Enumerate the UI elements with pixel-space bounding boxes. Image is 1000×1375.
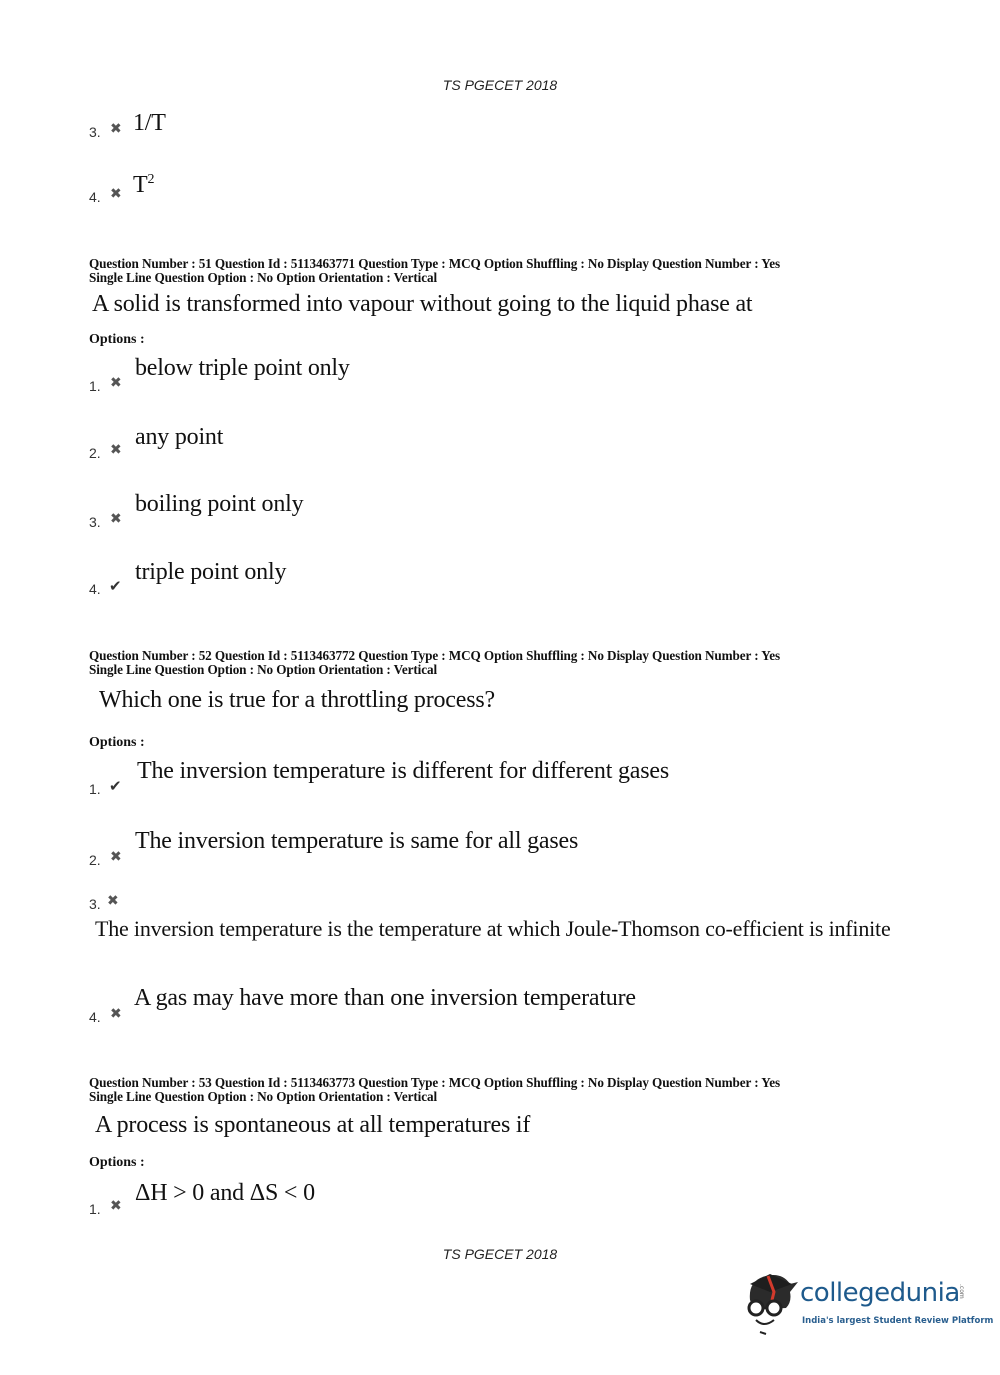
option-number: 4. [89, 581, 101, 597]
logo-wordmark: collegedunia [800, 1278, 960, 1308]
option-number: 3. [89, 896, 101, 912]
option-text: A gas may have more than one inversion temperature [134, 985, 636, 1011]
option-text: The inversion temperature is same for all gases [135, 828, 579, 854]
question-text: A solid is transformed into vapour without going to the liquid phase at [92, 291, 753, 317]
option-number: 3. [89, 514, 101, 530]
question-meta: Question Number : 51 Question Id : 5113463771 Question Type : MCQ Option Shuffling : No Display Question Number : Yes [89, 256, 780, 271]
wrong-mark-icon: ✖ [107, 893, 119, 909]
option-number: 2. [89, 445, 101, 461]
wrong-mark-icon: ✖ [110, 375, 122, 391]
option-text: The inversion temperature is different for different gases [137, 758, 669, 784]
correct-check-icon: ✔ [109, 777, 122, 795]
question-meta: Single Line Question Option : No Option Orientation : Vertical [89, 662, 438, 677]
option-text: below triple point only [135, 355, 350, 381]
option-text: $T^2$ [133, 172, 155, 198]
option-number: 1. [89, 781, 101, 797]
page-footer: TS PGECET 2018 [442, 1246, 558, 1262]
wrong-mark-icon: ✖ [110, 121, 122, 137]
wrong-mark-icon: ✖ [110, 442, 122, 458]
question-text: Which one is true for a throttling process? [99, 687, 495, 713]
question-meta: Single Line Question Option : No Option Orientation : Vertical [89, 1089, 438, 1104]
option-number: 1. [89, 1201, 101, 1217]
option-number: 1. [89, 378, 101, 394]
wrong-mark-icon: ✖ [110, 1006, 122, 1022]
options-label: Options : [89, 1155, 145, 1170]
option-number: 4. [89, 189, 101, 205]
mascot-icon [742, 1270, 802, 1340]
wrong-mark-icon: ✖ [110, 849, 122, 865]
options-label: Options : [89, 332, 145, 347]
question-meta: Single Line Question Option : No Option Orientation : Vertical [89, 270, 438, 285]
option-text: 1/T [133, 110, 166, 136]
option-text: any point [135, 424, 224, 450]
logo-suffix: .com [958, 1284, 965, 1299]
option-number: 3. [89, 124, 101, 140]
wrong-mark-icon: ✖ [110, 511, 122, 527]
collegedunia-logo [742, 1270, 994, 1340]
question-meta: Question Number : 53 Question Id : 5113463773 Question Type : MCQ Option Shuffling : No Display Question Number : Yes [89, 1075, 780, 1090]
option-text: The inversion temperature is the temperature at which Joule-Thomson co-efficient is infinite [95, 916, 891, 941]
option-number: 4. [89, 1009, 101, 1025]
option-text: ΔH > 0 and ΔS < 0 [135, 1180, 315, 1206]
wrong-mark-icon: ✖ [110, 1198, 122, 1214]
option-text: triple point only [135, 559, 287, 585]
option-text: boiling point only [135, 491, 304, 517]
options-label: Options : [89, 735, 145, 750]
correct-check-icon: ✔ [109, 577, 122, 595]
wrong-mark-icon: ✖ [110, 186, 122, 202]
logo-tagline: India's largest Student Review Platform [802, 1316, 994, 1326]
question-text: A process is spontaneous at all temperatures if [95, 1112, 531, 1138]
option-number: 2. [89, 852, 101, 868]
question-meta: Question Number : 52 Question Id : 5113463772 Question Type : MCQ Option Shuffling : No Display Question Number : Yes [89, 648, 780, 663]
page-header: TS PGECET 2018 [442, 77, 558, 93]
